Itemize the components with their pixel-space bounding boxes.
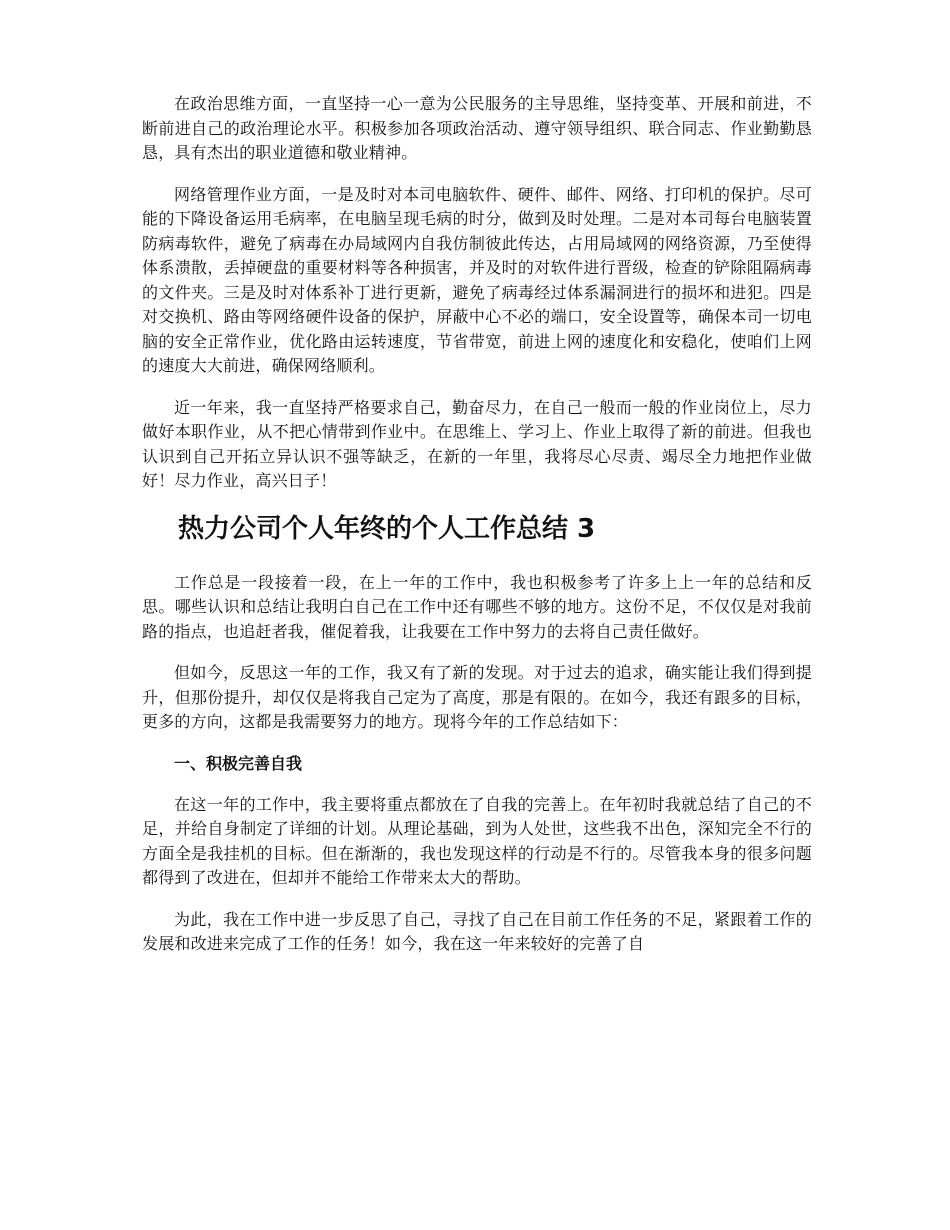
paragraph-network-management: 网络管理作业方面，一是及时对本司电脑软件、硬件、邮件、网络、打印机的保护。尽可能的下降设备运用毛病率，在电脑呈现毛病的时分，做到及时处理。二是对本司每台电脑装置防病毒软件，避免了病毒在办局域网内自我仿制彼此传达，占用局域网的网络资源，乃至使得体系溃散，丢掉硬盘的重要材料等各种损害，并及时的对软件进行晋级，检查的铲除阻隔病毒的文件夹。三是及时对体系补丁进行更新，避免了病毒经过体系漏洞进行的损坏和进犯。四是对交换机、路由等网络硬件设备的保护，屏蔽中心不必的端口，安全设置等，确保本司一切电脑的安全正常作业，优化路由运转速度，节省带宽，前进上网的速度化和安稳化，使咱们上网的速度大大前进，确保网络顺利。 <box>142 184 812 375</box>
paragraph-past-year: 近一年来，我一直坚持严格要求自己，勤奋尽力，在自己一般而一般的作业岗位上，尽力做好本职作业，从不把心情带到作业中。在思维上、学习上、作业上取得了新的前进。但我也认识到自己开拓立异认识不强等缺乏，在新的一年里，我将尽心尽责、竭尽全力地把作业做好！尽力作业，高兴日子！ <box>142 397 812 490</box>
paragraph-self-improvement-focus: 在这一年的工作中，我主要将重点都放在了自我的完善上。在年初时我就总结了自己的不足，并给自身制定了详细的计划。从理论基础，到为人处世，这些我不出色，深知完全不行的方面全是我挂机的目标。但在渐渐的，我也发现这样的行动是不行的。尽管我本身的很多问题都得到了改进在，但却并不能给工作带来太大的帮助。 <box>142 794 812 887</box>
paragraph-reflection: 但如今，反思这一年的工作，我又有了新的发现。对于过去的追求，确实能让我们得到提升，但那份提升，却仅仅是将我自己定为了高度，那是有限的。在如今，我还有跟多的目标，更多的方向，这都是我需要努力的地方。现将今年的工作总结如下： <box>142 663 812 731</box>
paragraph-political-thinking: 在政治思维方面，一直坚持一心一意为公民服务的主导思维，坚持变革、开展和前进，不断前进自己的政治理论水平。积极参加各项政治活动、遵守领导组织、联合同志、作业勤勤恳恳，具有杰出的职业道德和敬业精神。 <box>142 94 812 162</box>
paragraph-further-reflection: 为此，我在工作中进一步反思了自己，寻找了自己在目前工作任务的不足，紧跟着工作的发展和改进来完成了工作的任务！如今，我在这一年来较好的完善了自 <box>142 909 812 953</box>
subheading-self-improvement: 一、积极完善自我 <box>174 753 303 773</box>
paragraph-work-continuity: 工作总是一段接着一段，在上一年的工作中，我也积极参考了许多上上一年的总结和反思。哪些认识和总结让我明白自己在工作中还有哪些不够的地方。这份不足，不仅仅是对我前路的指点，也追赶者我，催促着我，让我要在工作中努力的去将自己责任做好。 <box>142 572 812 641</box>
section-heading: 热力公司个人年终的个人工作总结 3 <box>178 513 596 544</box>
document-page <box>142 92 812 974</box>
